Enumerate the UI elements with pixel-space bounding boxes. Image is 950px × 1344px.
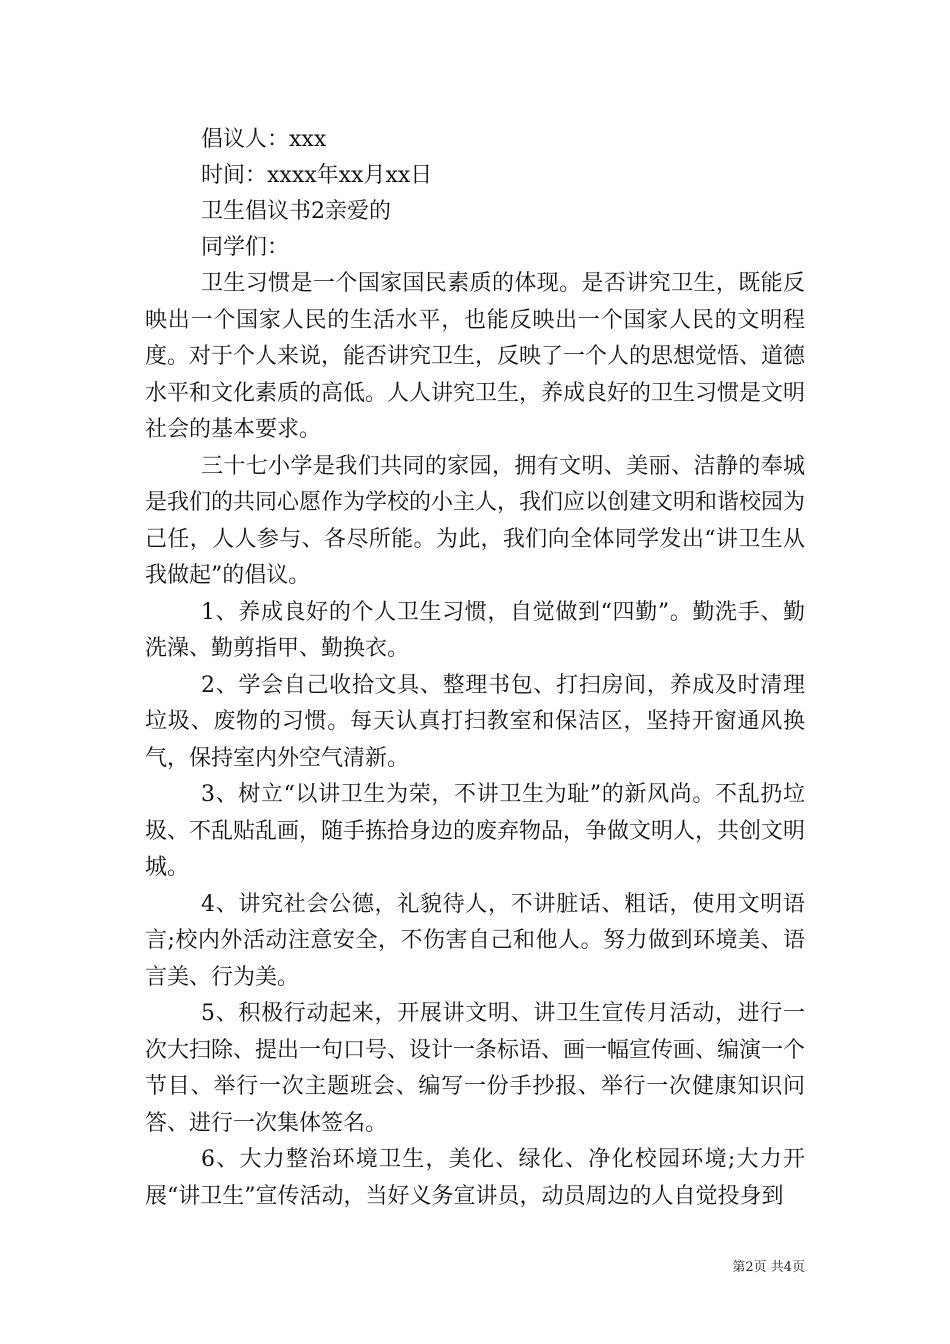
page-number-footer: 第2页 共4页 — [732, 1260, 805, 1275]
proposer-line: 倡议人：xxx — [201, 127, 327, 152]
paragraph-item-5: 5、积极行动起来，开展讲文明、讲卫生宣传月活动，进行一次大扫除、提出一句口号、设计一条标语、画一幅宣传画、编演一个节目、举行一次主题班会、编写一份手抄报、举行一次健康知识问答、进行一次集体签名。 — [145, 1001, 806, 1136]
paragraph-item-2: 2、学会自己收拾文具、整理书包、打扫房间，养成及时清理垃圾、废物的习惯。每天认真打扫教室和保洁区，坚持开窗通风换气，保持室内外空气清新。 — [145, 672, 805, 771]
paragraph-item-1: 1、养成良好的个人卫生习惯，自觉做到“四勤”。勤洗手、勤洗澡、勤剪指甲、勤换衣。 — [145, 599, 805, 661]
document-body — [145, 122, 805, 1215]
paragraph-school: 三十七小学是我们共同的家园，拥有文明、美丽、洁静的奉城是我们的共同心愿作为学校的小主人，我们应以创建文明和谐校园为己任，人人参与、各尽所能。为此，我们向全体同学发出“讲卫生从我做起”的倡议。 — [145, 453, 806, 588]
paragraph-item-4: 4、讲究社会公德，礼貌待人，不讲脏话、粗话，使用文明语言;校内外活动注意安全，不伤害自己和他人。努力做到环境美、语言美、行为美。 — [145, 891, 805, 990]
document-title-line: 卫生倡议书2亲爱的 — [201, 199, 391, 224]
paragraph-item-6: 6、大力整治环境卫生，美化、绿化、净化校园环境;大力开展“讲卫生”宣传活动，当好义务宣讲员，动员周边的人自觉投身到 — [145, 1147, 805, 1209]
paragraph-item-3: 3、树立“以讲卫生为荣，不讲卫生为耻”的新风尚。不乱扔垃圾、不乱贴乱画，随手拣拾身边的废弃物品，争做文明人，共创文明城。 — [145, 782, 806, 880]
salutation-line: 同学们： — [201, 235, 290, 260]
paragraph-intro: 卫生习惯是一个国家国民素质的体现。是否讲究卫生，既能反映出一个国家人民的生活水平，也能反映出一个国家人民的文明程度。对于个人来说，能否讲究卫生，反映了一个人的思想觉悟、道德水平和文化素质的高低。人人讲究卫生，养成良好的卫生习惯是文明社会的基本要求。 — [145, 271, 806, 442]
date-line: 时间：xxxx年xx月xx日 — [201, 163, 433, 188]
